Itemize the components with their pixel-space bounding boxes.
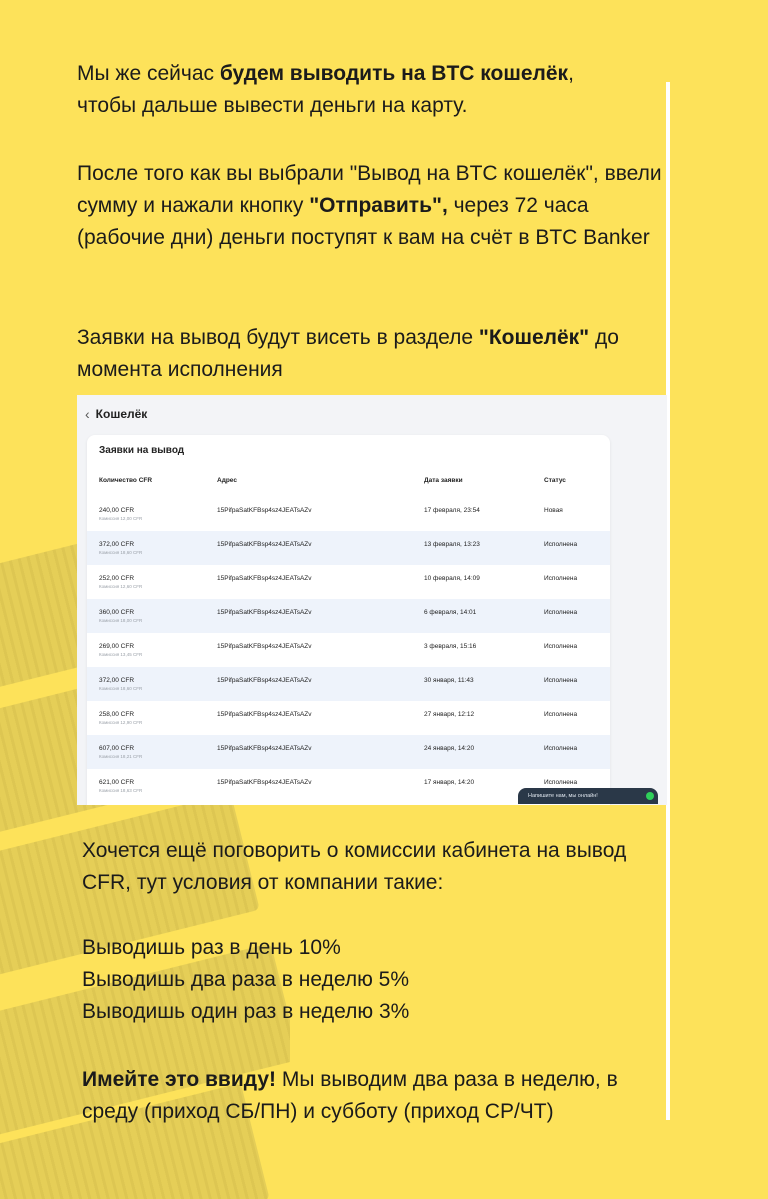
row-date: 27 января, 12:12 xyxy=(424,711,475,718)
column-status: Статус xyxy=(544,477,566,484)
row-address: 15PifpaSatKFBsp4sz4JEATsAZv xyxy=(217,541,312,548)
row-status: Исполнена xyxy=(544,541,578,548)
fee-twice-weekly: Выводишь два раза в неделю 5% xyxy=(82,968,410,991)
row-amount: 269,00 CFR xyxy=(99,643,135,650)
fees-intro-text xyxy=(82,835,662,899)
requests-part1: Заявки на вывод будут висеть в разделе xyxy=(77,326,479,349)
fees-intro: Хочется ещё поговорить о комиссии кабинета на вывод CFR, тут условия от компании такие: xyxy=(82,839,627,894)
row-date: 24 января, 14:20 xyxy=(424,745,475,752)
requests-note-text xyxy=(77,322,667,386)
row-address: 15PifpaSatKFBsp4sz4JEATsAZv xyxy=(217,677,312,684)
wallet-title: Кошелёк xyxy=(95,407,148,421)
table-body xyxy=(87,497,610,803)
instructions-text xyxy=(77,158,667,254)
row-amount: 372,00 CFR xyxy=(99,677,135,684)
row-fee: Комиссия 12,60 CFR xyxy=(99,584,143,589)
row-address: 15PifpaSatKFBsp4sz4JEATsAZv xyxy=(217,643,312,650)
row-date: 6 февраля, 14:01 xyxy=(424,609,477,616)
row-fee: Комиссия 12,00 CFR xyxy=(99,516,143,521)
row-fee: Комиссия 18,60 CFR xyxy=(99,686,143,691)
note-text: Мы выводим два раза в неделю, в среду (приход СБ/ПН) и субботу (приход СР/ЧТ) xyxy=(82,1068,618,1123)
instructions-part1: После того как вы выбрали "Вывод на BTC кошелёк", ввели сумму и нажали кнопку xyxy=(77,162,662,217)
row-date: 3 февраля, 15:16 xyxy=(424,643,477,650)
online-status-icon xyxy=(646,792,654,800)
column-date: Дата заявки xyxy=(424,477,463,484)
intro-prefix: Мы же сейчас xyxy=(77,62,220,85)
table-row xyxy=(87,531,610,565)
wallet-screenshot xyxy=(77,395,667,805)
row-date: 17 января, 14:20 xyxy=(424,779,475,786)
row-fee: Комиссия 12,90 CFR xyxy=(99,720,143,725)
table-row xyxy=(87,565,610,599)
row-amount: 607,00 CFR xyxy=(99,745,135,752)
row-status: Исполнена xyxy=(544,711,578,718)
instructions-part2: через 72 часа (рабочие дни) деньги поступят к вам на счёт в BTC Banker xyxy=(77,194,650,249)
intro-text xyxy=(77,58,667,122)
row-address: 15PifpaSatKFBsp4sz4JEATsAZv xyxy=(217,507,312,514)
row-address: 15PifpaSatKFBsp4sz4JEATsAZv xyxy=(217,745,312,752)
chat-widget-button[interactable] xyxy=(518,788,658,804)
wallet-header xyxy=(85,405,147,423)
schedule-note xyxy=(82,1064,662,1128)
table-row xyxy=(87,735,610,769)
row-fee: Комиссия 13,45 CFR xyxy=(99,652,143,657)
table-header xyxy=(87,477,610,491)
intro-suffix: , xyxy=(568,62,574,85)
row-amount: 240,00 CFR xyxy=(99,507,135,514)
table-row xyxy=(87,633,610,667)
requests-bold: "Кошелёк" xyxy=(478,326,590,349)
column-amount: Количество CFR xyxy=(99,477,153,484)
row-status: Исполнена xyxy=(544,779,578,786)
table-row xyxy=(87,667,610,701)
row-fee: Комиссия 18,00 CFR xyxy=(99,618,143,623)
row-status: Исполнена xyxy=(544,609,578,616)
fee-daily: Выводишь раз в день 10% xyxy=(82,936,341,959)
card-title: Заявки на вывод xyxy=(99,445,185,456)
row-status: Исполнена xyxy=(544,575,578,582)
row-amount: 258,00 CFR xyxy=(99,711,135,718)
row-date: 13 февраля, 13:23 xyxy=(424,541,480,548)
row-date: 30 января, 11:43 xyxy=(424,677,474,684)
row-status: Исполнена xyxy=(544,677,578,684)
fees-list xyxy=(82,932,662,1028)
row-amount: 372,00 CFR xyxy=(99,541,135,548)
row-amount: 621,00 CFR xyxy=(99,779,135,786)
instructions-bold: "Отправить", xyxy=(309,194,448,217)
row-address: 15PifpaSatKFBsp4sz4JEATsAZv xyxy=(217,575,312,582)
table-row xyxy=(87,701,610,735)
row-date: 10 февраля, 14:09 xyxy=(424,575,480,582)
row-address: 15PifpaSatKFBsp4sz4JEATsAZv xyxy=(217,779,312,786)
table-row xyxy=(87,497,610,531)
row-address: 15PifpaSatKFBsp4sz4JEATsAZv xyxy=(217,711,312,718)
row-status: Исполнена xyxy=(544,745,578,752)
row-amount: 360,00 CFR xyxy=(99,609,135,616)
row-fee: Комиссия 18,60 CFR xyxy=(99,550,143,555)
table-row xyxy=(87,599,610,633)
row-status: Исполнена xyxy=(544,643,578,650)
row-status: Новая xyxy=(544,507,563,514)
chat-widget-label: Напишите нам, мы онлайн! xyxy=(528,793,598,799)
row-date: 17 февраля, 23:54 xyxy=(424,507,480,514)
column-address: Адрес xyxy=(217,477,237,484)
intro-bold: будем выводить на BTC кошелёк xyxy=(219,62,569,85)
withdraw-requests-card xyxy=(87,435,610,805)
row-fee: Комиссия 18,63 CFR xyxy=(99,788,143,793)
intro-line2: чтобы дальше вывести деньги на карту. xyxy=(77,94,468,117)
requests-part2: до момента исполнения xyxy=(77,326,619,381)
row-address: 15PifpaSatKFBsp4sz4JEATsAZv xyxy=(217,609,312,616)
note-bold: Имейте это ввиду! xyxy=(82,1068,276,1091)
chevron-left-icon[interactable]: ‹ xyxy=(85,406,90,422)
row-amount: 252,00 CFR xyxy=(99,575,135,582)
fee-weekly: Выводишь один раз в неделю 3% xyxy=(82,1000,410,1023)
row-fee: Комиссия 18,21 CFR xyxy=(99,754,143,759)
